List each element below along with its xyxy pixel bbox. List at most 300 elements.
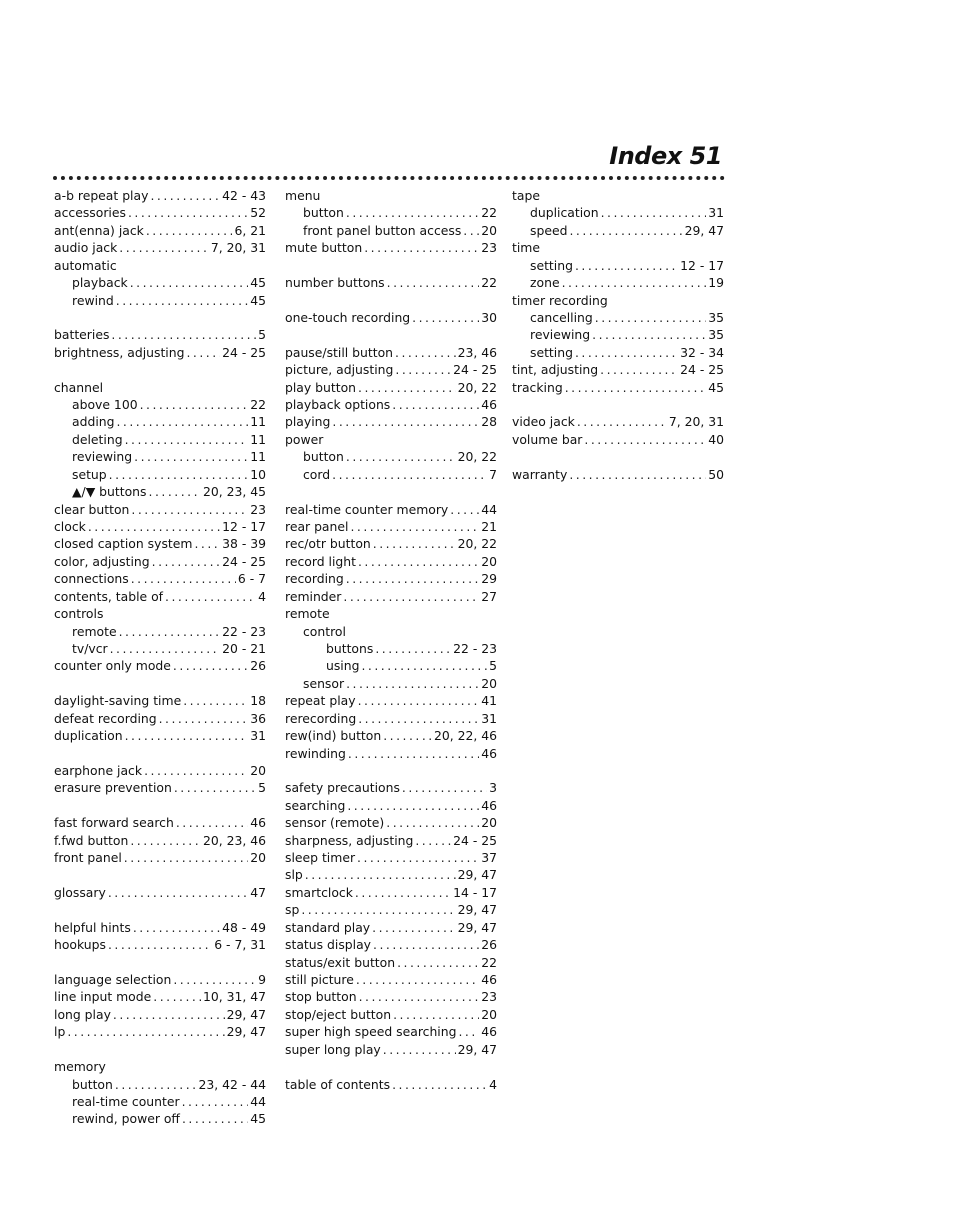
page-reference: 46 — [481, 1024, 497, 1040]
index-term: reviewing — [72, 449, 133, 465]
dot-leader — [584, 431, 706, 448]
page-reference: 24 - 25 — [453, 832, 497, 848]
index-term: above 100 — [72, 397, 138, 413]
dot-leader — [116, 292, 248, 309]
page-reference: 7, 20, 31 — [668, 414, 724, 430]
index-term: reviewing — [530, 327, 591, 343]
page-reference: 21 — [481, 519, 497, 535]
page-reference: 20 — [250, 762, 266, 778]
index-entry — [285, 832, 497, 849]
index-entry — [54, 657, 266, 674]
index-entry — [285, 657, 497, 674]
index-term: helpful hints — [54, 919, 131, 935]
index-entry — [512, 239, 724, 256]
index-term: clear button — [54, 501, 130, 517]
page-reference: 29, 47 — [457, 867, 497, 883]
index-entry — [512, 413, 724, 430]
dot-leader — [131, 570, 236, 587]
index-term: button — [303, 205, 344, 221]
page-reference: 22 — [481, 954, 497, 970]
index-term: accessories — [54, 205, 126, 221]
dot-leader — [305, 866, 456, 883]
dot-leader — [183, 692, 248, 709]
page-reference: 24 - 25 — [222, 344, 266, 360]
index-entry — [285, 710, 497, 727]
index-entry — [512, 326, 724, 343]
dotted-divider — [53, 176, 725, 180]
index-entry — [285, 640, 497, 657]
page-reference: 20 - 21 — [222, 640, 266, 656]
page-reference: 29, 47 — [226, 1006, 266, 1022]
index-term: deleting — [72, 431, 123, 447]
index-entry — [285, 936, 497, 953]
index-entry — [54, 326, 266, 343]
index-term: safety precautions — [285, 780, 400, 796]
page-reference: 37 — [481, 850, 497, 866]
index-term: ant(enna) jack — [54, 222, 144, 238]
page-reference: 46 — [250, 815, 266, 831]
blank-line — [512, 396, 724, 413]
dot-leader — [397, 954, 479, 971]
dot-leader — [128, 204, 248, 221]
index-term: closed caption system — [54, 536, 193, 552]
dot-leader — [575, 257, 678, 274]
index-term: rear panel — [285, 519, 349, 535]
index-entry — [54, 379, 266, 396]
page-title: Index 51 — [609, 142, 722, 170]
index-entry — [512, 344, 724, 361]
page-reference: 11 — [250, 431, 266, 447]
dot-leader — [150, 187, 220, 204]
dot-leader — [130, 274, 249, 291]
page-reference: 24 - 25 — [680, 362, 724, 378]
page-reference: 20 — [481, 1006, 497, 1022]
index-entry — [285, 692, 497, 709]
index-term: fast forward search — [54, 815, 174, 831]
blank-line — [54, 361, 266, 378]
dot-leader — [412, 309, 479, 326]
dot-leader — [355, 884, 451, 901]
page-reference: 5 — [489, 658, 497, 674]
index-term: f.fwd button — [54, 832, 129, 848]
dot-leader — [165, 588, 256, 605]
dot-leader — [113, 1006, 225, 1023]
page-reference: 6 - 7 — [237, 571, 266, 587]
index-entry — [285, 884, 497, 901]
page-reference: 23 — [250, 501, 266, 517]
page-reference: 46 — [481, 745, 497, 761]
index-entry — [285, 745, 497, 762]
dot-leader — [134, 448, 248, 465]
dot-leader — [373, 936, 479, 953]
page-reference: 20 — [481, 553, 497, 569]
index-entry — [285, 623, 497, 640]
dot-leader — [173, 971, 256, 988]
blank-line — [54, 797, 266, 814]
index-term: searching — [285, 797, 346, 813]
page-reference: 19 — [708, 275, 724, 291]
dot-leader — [383, 1041, 456, 1058]
dot-leader — [159, 710, 249, 727]
page-reference: 46 — [481, 971, 497, 987]
dot-leader — [153, 988, 201, 1005]
page-reference: 20 — [481, 675, 497, 691]
index-term: pause/still button — [285, 344, 394, 360]
index-term: a-b repeat play — [54, 188, 149, 203]
page-reference: 27 — [481, 588, 497, 604]
dot-leader — [125, 727, 249, 744]
index-term: power — [285, 431, 324, 447]
page-reference: 9 — [258, 971, 266, 987]
page-reference: 22 - 23 — [453, 640, 497, 656]
index-term: ▲/▼ buttons — [72, 484, 147, 500]
index-term: rewinding — [285, 745, 346, 761]
index-entry — [54, 849, 266, 866]
dot-leader — [358, 710, 479, 727]
index-entry — [285, 605, 497, 622]
index-entry — [285, 309, 497, 326]
page-reference: 6 - 7, 31 — [214, 937, 266, 953]
dot-leader — [415, 832, 451, 849]
dot-leader — [346, 448, 456, 465]
index-term: daylight-saving time — [54, 693, 182, 709]
index-term: earphone jack — [54, 762, 143, 778]
page-reference: 23, 46 — [457, 344, 497, 360]
index-column-1 — [54, 187, 266, 1128]
index-term: connections — [54, 571, 129, 587]
index-entry — [54, 222, 266, 239]
blank-line — [54, 954, 266, 971]
dot-leader — [152, 553, 220, 570]
index-term: tv/vcr — [72, 640, 108, 656]
dot-leader — [88, 518, 220, 535]
page-reference: 20, 22, 46 — [433, 728, 497, 744]
index-term: sensor (remote) — [285, 815, 385, 831]
index-term: adding — [72, 414, 115, 430]
dot-leader — [116, 413, 248, 430]
page-reference: 20, 23, 46 — [202, 832, 266, 848]
index-entry — [285, 1006, 497, 1023]
index-term: speed — [530, 222, 568, 238]
page-reference: 50 — [708, 466, 724, 482]
index-entry — [54, 431, 266, 448]
dot-leader — [387, 274, 480, 291]
dot-leader — [115, 1076, 197, 1093]
index-entry — [512, 187, 724, 204]
index-entry — [285, 779, 497, 796]
blank-line — [54, 745, 266, 762]
blank-line — [285, 483, 497, 500]
index-entry — [54, 501, 266, 518]
index-term: warranty — [512, 466, 568, 482]
index-entry — [285, 954, 497, 971]
blank-line — [54, 1041, 266, 1058]
blank-line — [54, 866, 266, 883]
dot-leader — [173, 657, 248, 674]
index-entry — [54, 1076, 266, 1093]
dot-leader — [108, 936, 212, 953]
index-entry — [54, 1006, 266, 1023]
index-entry — [54, 518, 266, 535]
index-entry — [54, 535, 266, 552]
index-entry — [285, 1076, 497, 1093]
page-reference: 31 — [481, 710, 497, 726]
index-term: standard play — [285, 919, 371, 935]
index-entry — [54, 187, 266, 204]
page-reference: 20, 22 — [457, 536, 497, 552]
page-reference: 11 — [250, 414, 266, 430]
index-entry — [512, 292, 724, 309]
index-entry — [54, 919, 266, 936]
page-reference: 14 - 17 — [453, 884, 497, 900]
page-reference: 38 - 39 — [222, 536, 266, 552]
index-term: one-touch recording — [285, 309, 411, 325]
dot-leader — [562, 274, 707, 291]
index-entry — [54, 553, 266, 570]
index-entry — [54, 936, 266, 953]
dot-leader — [358, 692, 480, 709]
index-entry — [54, 396, 266, 413]
dot-leader — [140, 396, 249, 413]
dot-leader — [450, 501, 479, 518]
index-term: mute button — [285, 240, 363, 256]
blank-line — [285, 326, 497, 343]
index-term: super high speed searching — [285, 1024, 457, 1040]
index-term: number buttons — [285, 275, 385, 291]
dot-leader — [348, 745, 479, 762]
index-entry — [285, 1023, 497, 1040]
page-reference: 46 — [481, 397, 497, 413]
index-entry — [54, 605, 266, 622]
index-term: contents, table of — [54, 588, 164, 604]
index-entry — [512, 431, 724, 448]
dot-leader — [565, 379, 707, 396]
index-term: video jack — [512, 414, 575, 430]
index-entry — [285, 797, 497, 814]
page-reference: 52 — [250, 205, 266, 221]
index-term: tape — [512, 188, 540, 203]
index-entry — [512, 204, 724, 221]
index-entry — [54, 988, 266, 1005]
index-entry — [285, 1041, 497, 1058]
page-reference: 29, 47 — [226, 1024, 266, 1040]
dot-leader — [194, 535, 220, 552]
dot-leader — [182, 1110, 248, 1127]
index-term: defeat recording — [54, 710, 157, 726]
index-term: sensor — [303, 675, 345, 691]
index-term: duplication — [530, 205, 599, 221]
page-reference: 29, 47 — [684, 222, 724, 238]
index-term: menu — [285, 188, 321, 203]
index-entry — [285, 448, 497, 465]
index-term: remote — [285, 606, 330, 622]
index-term: button — [303, 449, 344, 465]
index-term: button — [72, 1076, 113, 1092]
index-term: play button — [285, 379, 357, 395]
dot-leader — [600, 361, 678, 378]
page-reference: 31 — [250, 728, 266, 744]
index-term: status/exit button — [285, 954, 396, 970]
page-reference: 3 — [489, 780, 497, 796]
page-reference: 22 — [250, 397, 266, 413]
dot-leader — [332, 413, 479, 430]
blank-line — [285, 257, 497, 274]
index-entry — [285, 396, 497, 413]
page-reference: 35 — [708, 327, 724, 343]
index-term: front panel — [54, 850, 122, 866]
index-term: zone — [530, 275, 560, 291]
blank-line — [285, 1058, 497, 1075]
index-term: cord — [303, 466, 331, 482]
dot-leader — [395, 344, 456, 361]
index-term: repeat play — [285, 693, 356, 709]
index-entry — [54, 204, 266, 221]
page-reference: 22 — [481, 275, 497, 291]
index-term: remote — [72, 623, 117, 639]
page-reference: 45 — [708, 379, 724, 395]
index-entry — [54, 623, 266, 640]
dot-leader — [357, 849, 479, 866]
page-reference: 36 — [250, 710, 266, 726]
page-reference: 20 — [250, 850, 266, 866]
index-term: rew(ind) button — [285, 728, 382, 744]
index-term: tint, adjusting — [512, 362, 599, 378]
index-entry — [54, 727, 266, 744]
index-term: long play — [54, 1006, 111, 1022]
index-entry — [54, 588, 266, 605]
index-term: automatic — [54, 257, 117, 273]
index-entry — [285, 204, 497, 221]
page-reference: 31 — [708, 205, 724, 221]
dot-leader — [372, 919, 455, 936]
dot-leader — [358, 379, 456, 396]
index-entry — [285, 413, 497, 430]
page-reference: 4 — [258, 588, 266, 604]
index-term: audio jack — [54, 240, 118, 256]
dot-leader — [458, 1023, 479, 1040]
dot-leader — [569, 466, 706, 483]
page-reference: 23 — [481, 240, 497, 256]
index-term: brightness, adjusting — [54, 344, 185, 360]
index-entry — [54, 1093, 266, 1110]
index-term: rewind — [72, 292, 114, 308]
index-term: setting — [530, 257, 573, 273]
index-entry — [285, 431, 497, 448]
page-reference: 4 — [489, 1076, 497, 1092]
index-entry — [285, 501, 497, 518]
index-entry — [54, 884, 266, 901]
blank-line — [54, 901, 266, 918]
dot-leader — [109, 466, 249, 483]
index-column-3 — [512, 187, 724, 483]
index-entry — [285, 553, 497, 570]
dot-leader — [146, 222, 233, 239]
dot-leader — [569, 222, 682, 239]
page-reference: 40 — [708, 431, 724, 447]
dot-leader — [347, 797, 479, 814]
dot-leader — [144, 762, 248, 779]
index-term: front panel button access — [303, 222, 462, 238]
page-reference: 18 — [250, 693, 266, 709]
page-reference: 29, 47 — [457, 902, 497, 918]
index-term: channel — [54, 379, 104, 395]
index-entry — [54, 257, 266, 274]
page-reference: 29, 47 — [457, 1041, 497, 1057]
index-entry — [54, 274, 266, 291]
index-term: sp — [285, 902, 300, 918]
index-entry — [512, 222, 724, 239]
index-entry — [285, 919, 497, 936]
dot-leader — [343, 588, 479, 605]
index-term: cancelling — [530, 309, 593, 325]
index-entry — [285, 570, 497, 587]
index-term: counter only mode — [54, 658, 171, 674]
index-term: sleep timer — [285, 850, 356, 866]
index-term: rewind, power off — [72, 1111, 180, 1127]
page-reference: 30 — [481, 309, 497, 325]
dot-leader — [346, 675, 479, 692]
page-reference: 29 — [481, 571, 497, 587]
page-reference: 10 — [250, 466, 266, 482]
index-entry — [512, 379, 724, 396]
page-reference: 47 — [250, 884, 266, 900]
page-reference: 23 — [481, 989, 497, 1005]
index-term: language selection — [54, 971, 172, 987]
dot-leader — [346, 570, 479, 587]
index-entry — [285, 222, 497, 239]
index-term: memory — [54, 1059, 106, 1075]
dot-leader — [395, 361, 451, 378]
index-term: rec/otr button — [285, 536, 371, 552]
index-term: time — [512, 240, 540, 256]
blank-line — [54, 675, 266, 692]
dot-leader — [361, 657, 487, 674]
page-reference: 12 - 17 — [680, 257, 724, 273]
dot-leader — [575, 344, 678, 361]
index-term: smartclock — [285, 884, 353, 900]
index-term: status display — [285, 937, 372, 953]
index-term: volume bar — [512, 431, 583, 447]
index-term: tracking — [512, 379, 563, 395]
index-entry — [512, 466, 724, 483]
index-term: timer recording — [512, 292, 608, 308]
dot-leader — [356, 971, 479, 988]
dot-leader — [174, 779, 256, 796]
index-entry — [512, 309, 724, 326]
dot-leader — [186, 344, 220, 361]
dot-leader — [332, 466, 487, 483]
index-entry — [54, 692, 266, 709]
blank-line — [285, 762, 497, 779]
index-entry — [54, 413, 266, 430]
dot-leader — [375, 640, 451, 657]
index-entry — [285, 971, 497, 988]
page-reference: 24 - 25 — [222, 553, 266, 569]
index-term: control — [303, 623, 346, 639]
index-term: recording — [285, 571, 344, 587]
index-entry — [285, 588, 497, 605]
index-term: line input mode — [54, 989, 152, 1005]
index-entry — [512, 361, 724, 378]
page-reference: 35 — [708, 309, 724, 325]
index-entry — [54, 710, 266, 727]
page-reference: 22 - 23 — [222, 623, 266, 639]
page-reference: 45 — [250, 1111, 266, 1127]
dot-leader — [358, 553, 479, 570]
index-term: real-time counter memory — [285, 501, 449, 517]
index-term: clock — [54, 519, 86, 535]
page-reference: 5 — [258, 327, 266, 343]
